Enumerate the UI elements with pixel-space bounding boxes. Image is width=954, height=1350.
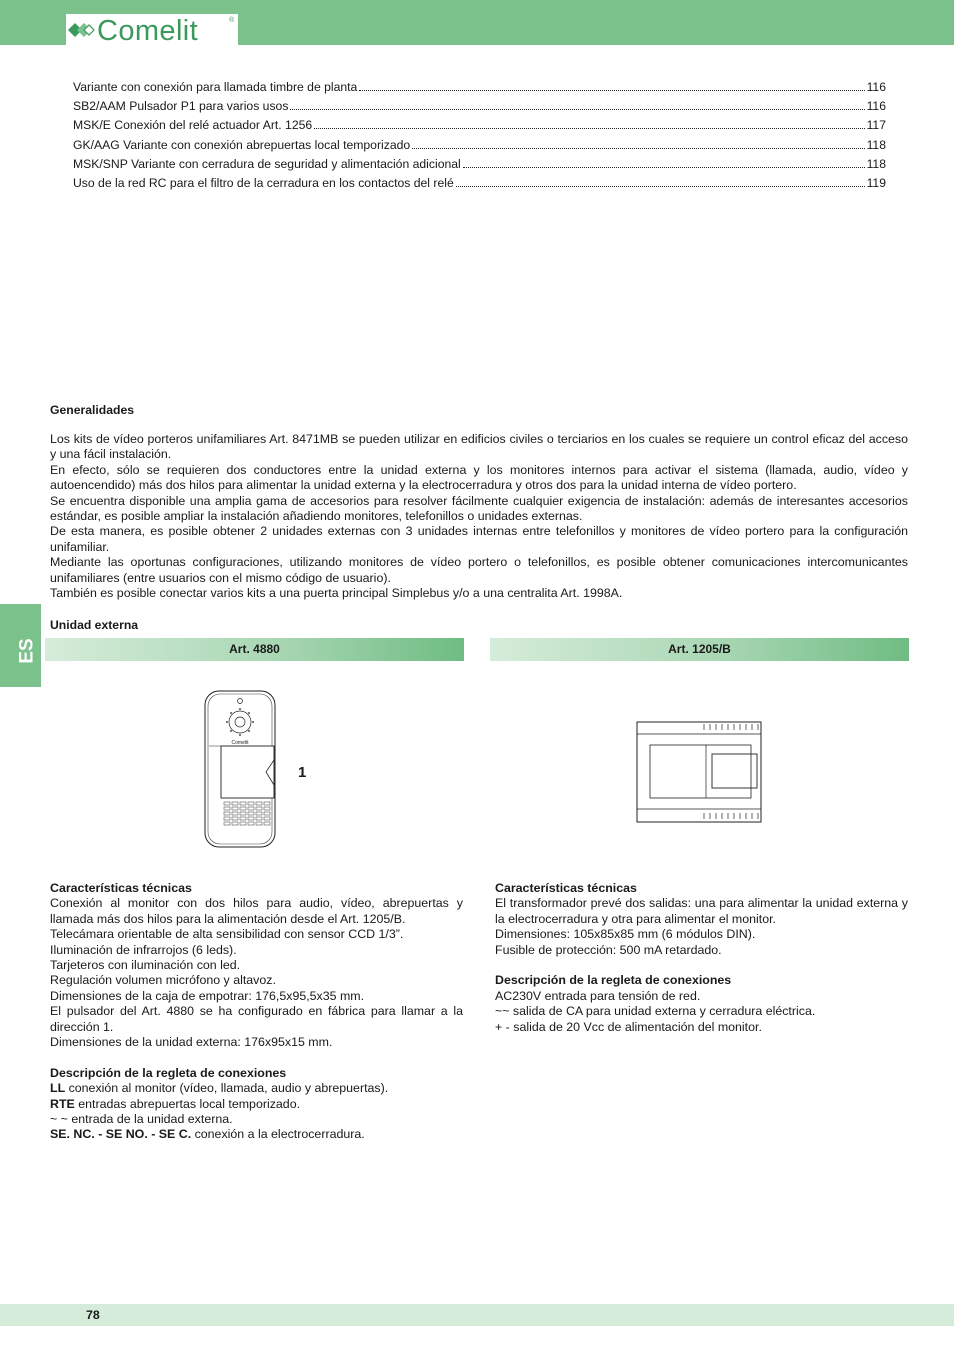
tech-line: Iluminación de infrarrojos (6 leds). bbox=[50, 942, 237, 957]
connection-line: + - salida de 20 Vcc de alimentación del monitor. bbox=[495, 1019, 762, 1034]
toc-entry[interactable]: MSK/SNP Variante con cerradura de seguridad y alimentación adicional 118 bbox=[73, 156, 886, 171]
paragraph: En efecto, sólo se requieren dos conductores entre la unidad externa y los monitores internos para activar el sistema (llamada, audio, vídeo y autoencendido) más dos hilos para alimentar la unidad externa y la electrocerradura y otros dos para la unidad interna de vídeo portero. bbox=[50, 462, 908, 493]
figure-callout: 1 bbox=[298, 764, 307, 781]
connection-line: SE. NC. - SE NO. - SE C. conexión a la electrocerradura. bbox=[50, 1127, 365, 1142]
paragraph: De esta manera, es posible obtener 2 unidades externas con 3 unidades internas entre telefonillos y monitores de vídeo portero para la configuración unifamiliar. bbox=[50, 524, 908, 554]
connection-line: RTE entradas abrepuertas local temporizado. bbox=[50, 1096, 301, 1111]
tech-line: Dimensiones: 105x85x85 mm (6 módulos DIN). bbox=[495, 927, 756, 942]
toc-entry[interactable]: GK/AAG Variante con conexión abrepuertas local temporizado 118 bbox=[73, 137, 886, 152]
left-column-text bbox=[50, 881, 463, 1143]
tech-line: Tarjeteros con iluminación con led. bbox=[50, 958, 241, 973]
article-bar-4880: Art. 4880 bbox=[45, 638, 464, 661]
connection-line: LL conexión al monitor (vídeo, llamada, audio y abrepuertas). bbox=[50, 1081, 389, 1096]
tech-title: Características técnicas bbox=[495, 881, 637, 895]
connections-title: Descripción de la regleta de conexiones bbox=[50, 1065, 287, 1080]
tech-line: El transformador prevé dos salidas: una para alimentar la unidad externa y la electrocerradura y otra para alimentar el monitor. bbox=[495, 896, 908, 926]
right-column-text bbox=[495, 881, 908, 1035]
connection-line: ~~ salida de CA para unidad externa y cerradura eléctrica. bbox=[495, 1004, 816, 1019]
device-brand-label: Comelit bbox=[231, 740, 249, 746]
paragraph: También es posible conectar varios kits a una puerta principal Simplebus y/o a una centralita Art. 1998A. bbox=[50, 586, 623, 601]
tech-line: El pulsador del Art. 4880 se ha configurado en fábrica para llamar a la dirección 1. bbox=[50, 1004, 463, 1034]
general-body bbox=[50, 432, 908, 601]
tech-line: Fusible de protección: 500 mA retardado. bbox=[495, 942, 722, 957]
toc-entry[interactable]: Variante con conexión para llamada timbre de planta 116 bbox=[73, 80, 886, 94]
table-of-contents bbox=[73, 78, 886, 193]
toc-entry[interactable]: Uso de la red RC para el filtro de la cerradura en los contactos del relé 119 bbox=[73, 175, 886, 190]
logo-registered-mark: ® bbox=[229, 17, 235, 24]
connection-line: AC230V entrada para tensión de red. bbox=[495, 988, 701, 1003]
tech-line: Conexión al monitor con dos hilos para audio, vídeo, abrepuertas y llamada más dos hilos para la alimentación desde el Art. 1205/B. bbox=[50, 896, 463, 926]
tech-line: Telecámara orientable de alta sensibilidad con sensor CCD 1/3”. bbox=[50, 927, 404, 942]
page-number: 78 bbox=[86, 1308, 100, 1322]
tech-line: Dimensiones de la caja de empotrar: 176,5x95,5x35 mm. bbox=[50, 988, 365, 1003]
connection-line: ~ ~ entrada de la unidad externa. bbox=[50, 1112, 233, 1127]
transformer-drawing bbox=[636, 720, 763, 824]
footer-bar bbox=[0, 1304, 954, 1326]
paragraph: Los kits de vídeo porteros unifamiliares Art. 8471MB se pueden utilizar en edificios civiles o terciarios en los cuales se requiere un control eficaz del acceso y una fácil instalación. bbox=[50, 432, 908, 462]
connections-title: Descripción de la regleta de conexiones bbox=[495, 973, 732, 988]
toc-entry[interactable]: SB2/AAM Pulsador P1 para varios usos 116 bbox=[73, 99, 886, 114]
external-unit-drawing bbox=[200, 688, 280, 850]
logo-wordmark: Comelit bbox=[97, 15, 199, 47]
toc-entry[interactable]: MSK/E Conexión del relé actuador Art. 1256 117 bbox=[73, 118, 886, 133]
comelit-logo-icon bbox=[68, 20, 96, 40]
article-bar-1205b: Art. 1205/B bbox=[490, 638, 909, 661]
paragraph: Se encuentra disponible una amplia gama de accesorios para resolver fácilmente cualquier exigencia de instalación: además de interesantes accesorios estándar, es posible ampliar la instalación añadiendo monitores, telefonillos o unidades externas. bbox=[50, 493, 908, 524]
language-tab-label: ES bbox=[16, 638, 38, 664]
section-title-external-unit: Unidad externa bbox=[50, 618, 139, 632]
section-title-general: Generalidades bbox=[50, 403, 134, 417]
tech-line: Regulación volumen micrófono y altavoz. bbox=[50, 973, 276, 988]
tech-line: Dimensiones de la unidad externa: 176x95x15 mm. bbox=[50, 1035, 333, 1050]
paragraph: Mediante las oportunas configuraciones, utilizando monitores de vídeo portero o telefonillos, es posible obtener comunicaciones intercomunicantes unifamiliares (entre usuarios con el mismo código de usuario). bbox=[50, 555, 908, 585]
tech-title: Características técnicas bbox=[50, 881, 192, 895]
